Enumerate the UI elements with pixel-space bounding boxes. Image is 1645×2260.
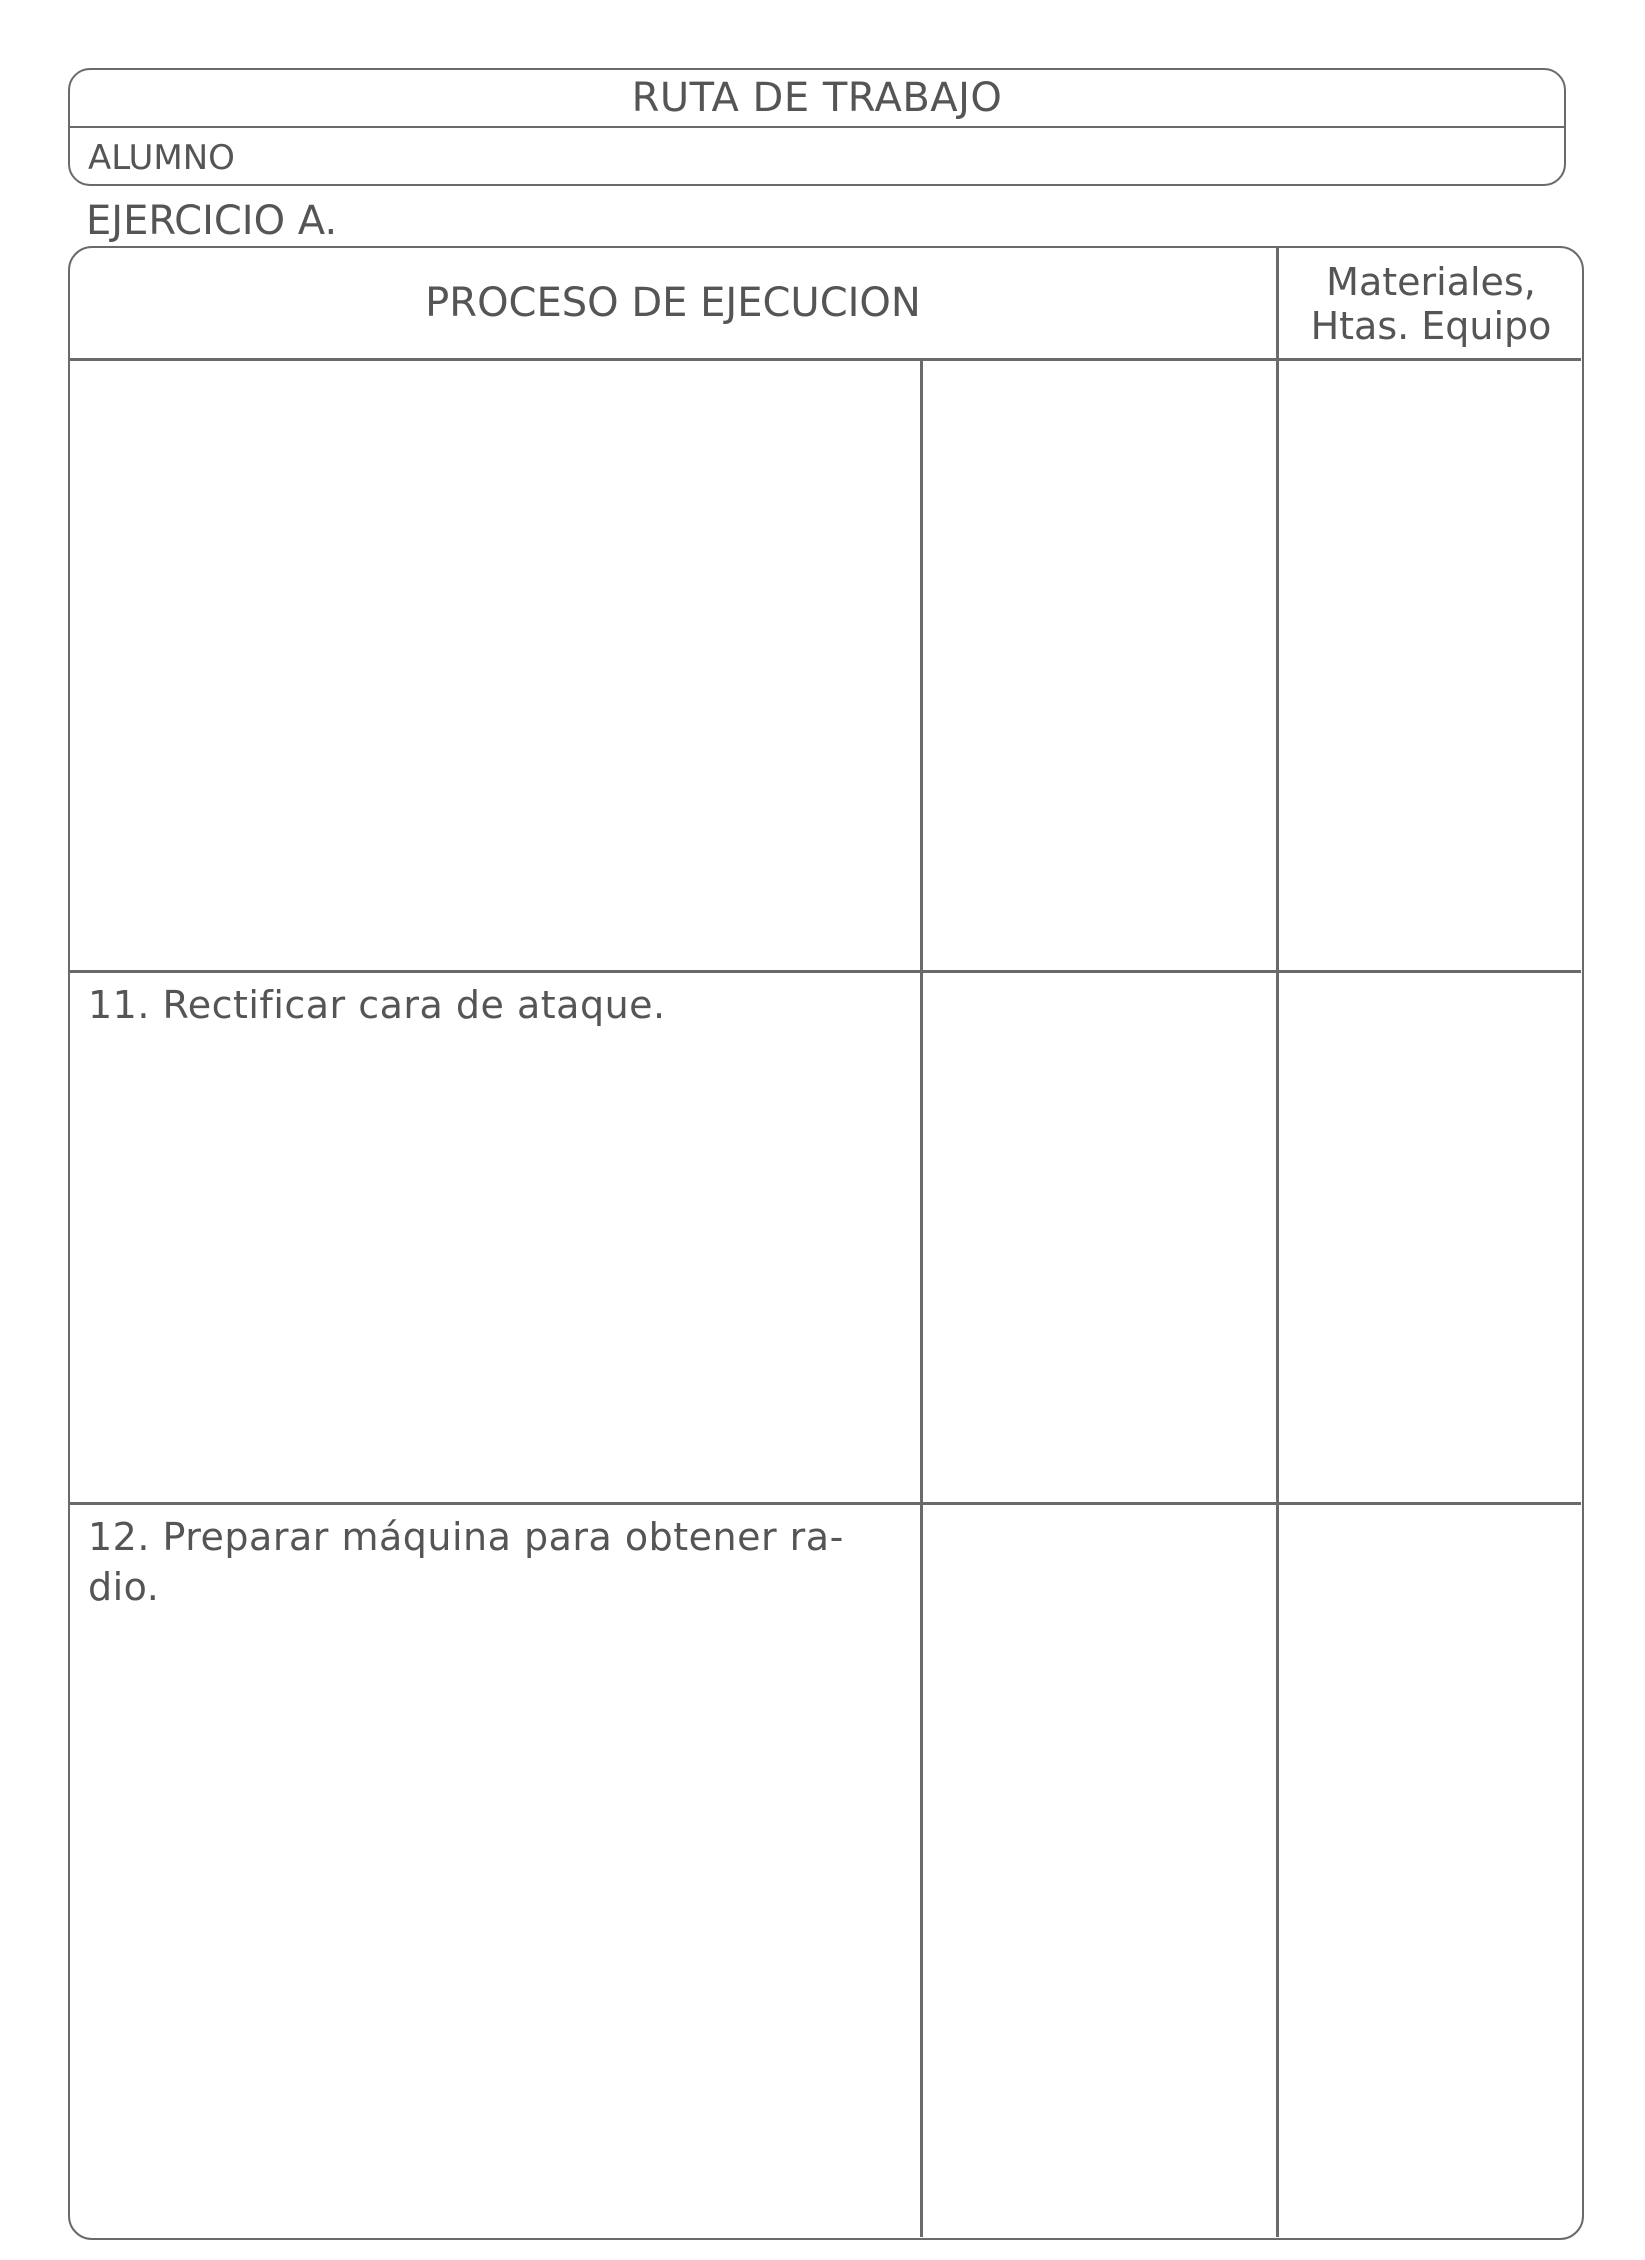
header-box <box>68 68 1566 186</box>
student-label: ALUMNO <box>88 138 235 178</box>
table-row: 11. Rectificar cara de ataque. <box>88 983 666 1027</box>
column-header-materials <box>1278 254 1584 354</box>
process-table <box>68 246 1584 2240</box>
page-title: RUTA DE TRABAJO <box>631 75 1003 121</box>
row-divider-2 <box>70 1502 1581 1505</box>
table-row: 12. Preparar máquina para obtener ra- dio. <box>88 1515 844 1609</box>
divider-process-subcolumn <box>920 358 923 2237</box>
column-header-materials-line2: Htas. Equipo <box>1310 304 1552 348</box>
divider-materials-column <box>1276 248 1279 2237</box>
header-divider <box>70 358 1581 361</box>
header-title-row <box>70 70 1564 128</box>
row-divider-1 <box>70 970 1581 973</box>
column-header-process: PROCESO DE EJECUCION <box>425 280 921 326</box>
column-header-materials-line1: Materiales, <box>1326 260 1536 304</box>
exercise-label: EJERCICIO A. <box>86 198 338 244</box>
